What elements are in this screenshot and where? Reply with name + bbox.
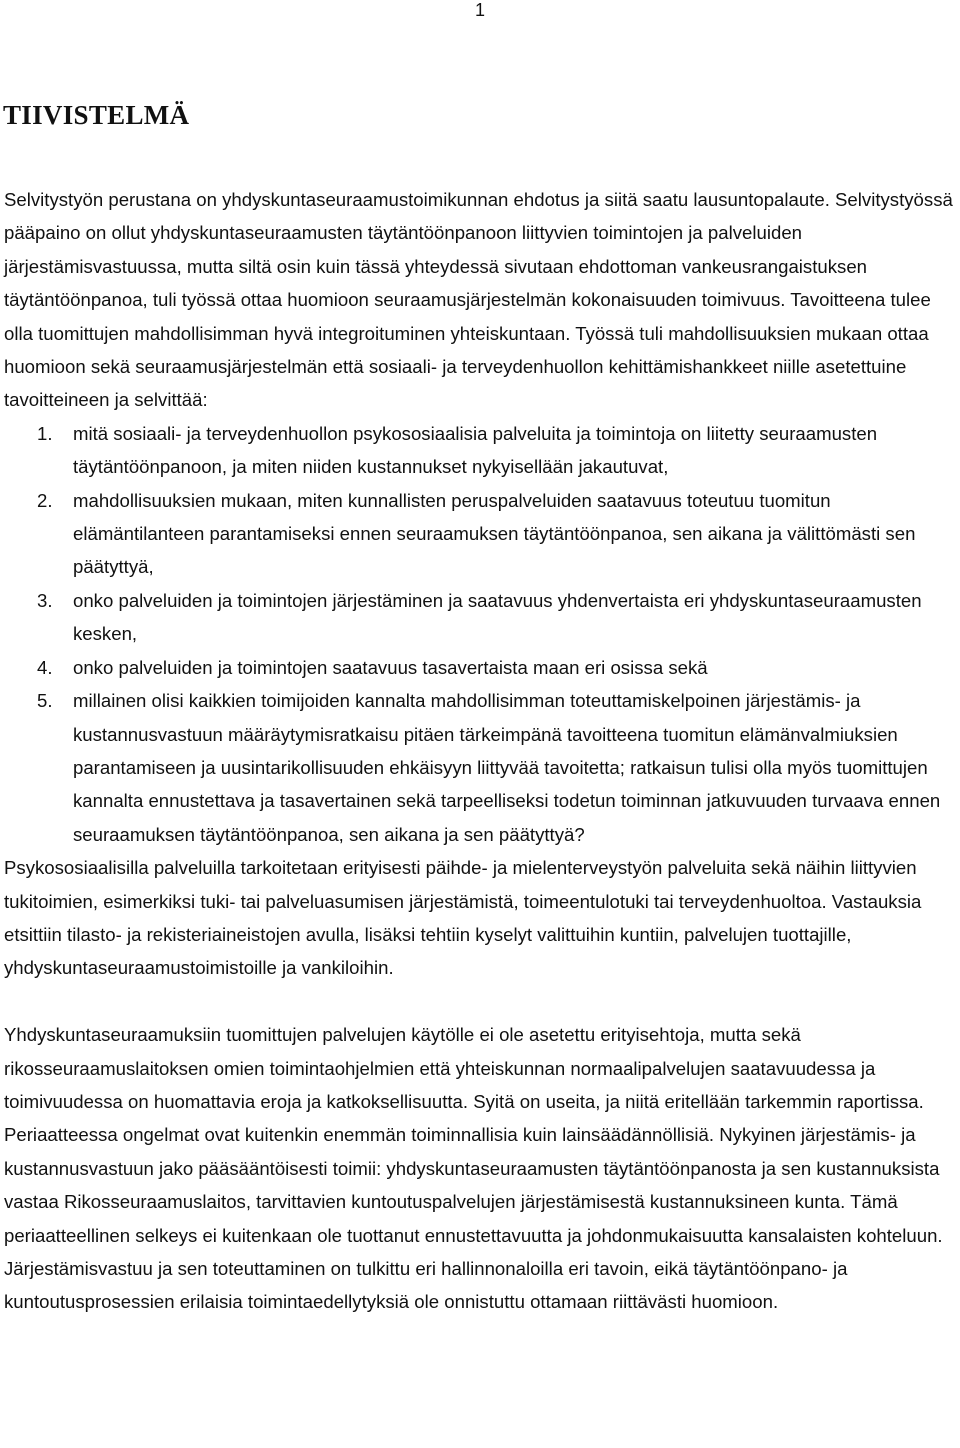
list-item-text: millainen olisi kaikkien toimijoiden kannalta mahdollisimman toteuttamiskelpoinen järjestämis- ja kustannusvastuun määräytymisratkaisu pitäen tärkeimpänä tavoitteena tuomitun elämänvalmiuksien parantamiseen ja uusintarikollisuuden ehkäisyyn liittyvää tavoitetta; ratkaisun tulisi olla myös tuomittujen kannalta ennustettava ja tasavertainen sekä tarpeelliseksi todetun toiminnan jatkuvuuden turvaava ennen seuraamuksen täytäntöönpanoa, sen aikana ja sen päätyttyä? [73, 690, 941, 845]
page-number: 1 [474, 0, 485, 20]
list-item-number: 3. [37, 589, 53, 611]
list-item-text: mitä sosiaali- ja terveydenhuollon psykososiaalisia palveluita ja toimintoja on liitetty seuraamusten täytäntöönpanoon, ja miten niiden kustannukset nykyisellään jakautuvat, [73, 422, 878, 478]
summary-body [4, 183, 954, 1319]
community-sanctions-paragraph: Yhdyskuntaseuraamuksiin tuomittujen palvelujen käytölle ei ole asetettu erityisehtoja, mutta sekä rikosseuraamuslaitoksen omien toimintaohjelmien että yhteiskunnan normaalipalvelujen saatavuudessa ja toimivuudessa on huomattavia eroja ja katkoksellisuutta. Syitä on useita, ja niitä eritellään tarkemmin raportissa. Periaatteessa ongelmat ovat kuitenkin enemmän toiminnallisia kuin lainsäädännöllisiä. Nykyinen järjestämis- ja kustannusvastuun jako pääsääntöisesti toimii: yhdyskuntaseuraamusten täytäntöönpanosta ja sen kustannuksista vastaa Rikosseuraamuslaitos, tarvittavien kuntoutuspalvelujen järjestämisestä kustannuksineen kunta. Tämä periaatteellinen selkeys ei kuitenkaan ole tuottanut ennustettavuutta ja johdonmukaisuutta kansalaisten kohteluun. Järjestämisvastuu ja sen toteuttaminen on tulkittu eri hallinnonaloilla eri tavoin, eikä täytäntöönpano- ja kuntoutusprosessien erilaisia toimintaedellytyksiä ole onnistuttu ottamaan riittävästi huomioon. [4, 1024, 943, 1313]
list-item [4, 484, 954, 584]
list-item [4, 651, 954, 684]
list-item-text: onko palveluiden ja toimintojen järjestäminen ja saatavuus yhdenvertaista eri yhdyskuntaseuraamusten kesken, [73, 589, 922, 645]
intro-paragraph: Selvitystyön perustana on yhdyskuntaseuraamustoimikunnan ehdotus ja siitä saatu lausuntopalaute. Selvitystyössä pääpaino on ollut yhdyskuntaseuraamusten täytäntöönpanoon liittyvien toimintojen ja palveluiden järjestämisvastuussa, mutta siltä osin kuin tässä yhteydessä sivutaan ehdottoman vankeusrangaistuksen täytäntöönpanoa, tuli työssä ottaa huomioon seuraamusjärjestelmän kokonaisuuden toimivuus. Tavoitteena tulee olla tuomittujen mahdollisimman hyvä integroituminen yhteiskuntaan. Työssä tuli mahdollisuuksien mukaan ottaa huomioon sekä seuraamusjärjestelmän että sosiaali- ja terveydenhuollon kehittämishankkeet niille asetettuine tavoitteineen ja selvittää: [4, 189, 953, 411]
question-list [4, 417, 954, 851]
list-item [4, 417, 954, 484]
list-item [4, 584, 954, 651]
document-title: TIIVISTELMÄ [3, 100, 190, 130]
list-item-number: 2. [37, 489, 53, 511]
list-item-text: mahdollisuuksien mukaan, miten kunnallisten peruspalveluiden saatavuus toteutuu tuomitun elämäntilanteen parantamiseksi ennen seuraamuksen täytäntöönpanoa, sen aikana ja välittömästi sen päätyttyä, [73, 489, 916, 578]
list-item-number: 5. [37, 690, 53, 712]
list-item-number: 1. [37, 422, 53, 444]
list-item-number: 4. [37, 656, 53, 678]
list-item-text: onko palveluiden ja toimintojen saatavuus tasavertaista maan eri osissa sekä [73, 656, 708, 678]
psychosocial-services-paragraph: Psykososiaalisilla palveluilla tarkoitetaan erityisesti päihde- ja mielenterveystyön palveluita sekä näihin liittyvien tukitoimien, esimerkiksi tuki- tai palveluasumisen järjestämistä, toimeentulotuki tai terveydenhuoltoa. Vastauksia etsittiin tilasto- ja rekisteriaineistojen avulla, lisäksi tehtiin kyselyt valittuihin kuntiin, palvelujen tuottajille, yhdyskuntaseuraamustoimistoille ja vankiloihin. [4, 857, 922, 979]
list-item [4, 684, 954, 851]
